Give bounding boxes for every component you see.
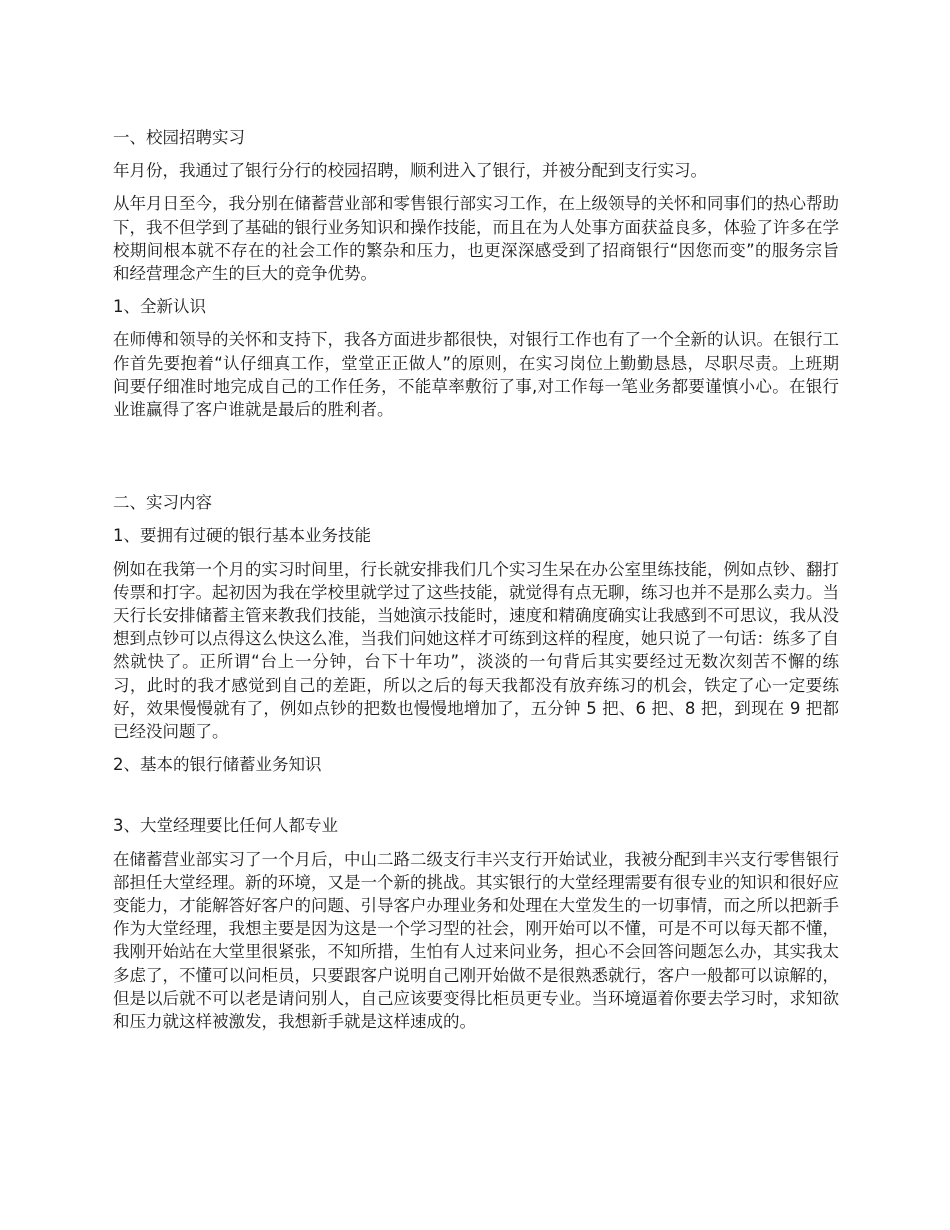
section1-intro: 年月份，我通过了银行分行的校园招聘，顺利进入了银行，并被分配到支行实习。: [113, 161, 707, 181]
section1-heading: 一、校园招聘实习: [113, 128, 245, 147]
section2-heading: 二、实习内容: [113, 493, 212, 513]
document-page: [113, 126, 839, 1033]
section1-sub1-heading: 1、全新认识: [113, 297, 206, 317]
section2-sub1-heading: 1、要拥有过硬的银行基本业务技能: [113, 526, 371, 546]
section2-sub2-heading: 2、基本的银行储蓄业务知识: [113, 755, 322, 775]
section1-paragraph: 从年月日至今，我分别在储蓄营业部和零售银行部实习工作，在上级领导的关怀和同事们的热心帮助下，我不但学到了基础的银行业务知识和操作技能，而且在为人处事方面获益良多，体验了许多在学校期间根本就不存在的社会工作的繁杂和压力，也更深深感受到了招商银行“因您而变”的服务宗旨和经营理念产生的巨大的竞争优势。: [113, 194, 839, 284]
section2-sub1-paragraph: 例如在我第一个月的实习时间里，行长就安排我们几个实习生呆在办公室里练技能，例如点钞、翻打传票和打字。起初因为我在学校里就学过了这些技能，就觉得有点无聊，练习也并不是那么卖力。当天行长安排储蓄主管来教我们技能，当她演示技能时，速度和精确度确实让我感到不可思议，我从没想到点钞可以点得这么快这么准，当我们问她这样才可练到这样的程度，她只说了一句话：练多了自然就快了。正所谓“台上一分钟，台下十年功”，淡淡的一句背后其实要经过无数次刻苦不懈的练习，此时的我才感觉到自己的差距，所以之后的每天我都没有放弃练习的机会，铁定了心一定要练好，效果慢慢就有了，例如点钞的把数也慢慢地增加了，五分钟 5 把、6 把、8 把，到现在 9 把都已经没问题了。: [113, 559, 839, 742]
section2-sub3-heading: 3、大堂经理要比任何人都专业: [113, 816, 338, 836]
section1-sub1-paragraph: 在师傅和领导的关怀和支持下，我各方面进步都很快，对银行工作也有了一个全新的认识。在银行工作首先要抱着“认仔细真工作，堂堂正正做人”的原则，在实习岗位上勤勤恳恳，尽职尽责。上班期间要仔细准时地完成自己的工作任务，不能草率敷衍了事,对工作每一笔业务都要谨慎小心。在银行业谁赢得了客户谁就是最后的胜利者。: [113, 330, 839, 420]
section2-sub3-paragraph: 在储蓄营业部实习了一个月后，中山二路二级支行丰兴支行开始试业，我被分配到丰兴支行零售银行部担任大堂经理。新的环境，又是一个新的挑战。其实银行的大堂经理需要有很专业的知识和很好应变能力，才能解答好客户的问题、引导客户办理业务和处理在大堂发生的一切事情，而之所以把新手作为大堂经理，我想主要是因为这是一个学习型的社会，刚开始可以不懂，可是不可以每天都不懂，我刚开始站在大堂里很紧张，不知所措，生怕有人过来问业务，担心不会回答问题怎么办，其实我太多虑了，不懂可以问柜员，只要跟客户说明自己刚开始做不是很熟悉就行，客户一般都可以谅解的，但是以后就不可以老是请问别人，自己应该要变得比柜员更专业。当环境逼着你要去学习时，求知欲和压力就这样被激发，我想新手就是这样速成的。: [113, 849, 839, 1032]
